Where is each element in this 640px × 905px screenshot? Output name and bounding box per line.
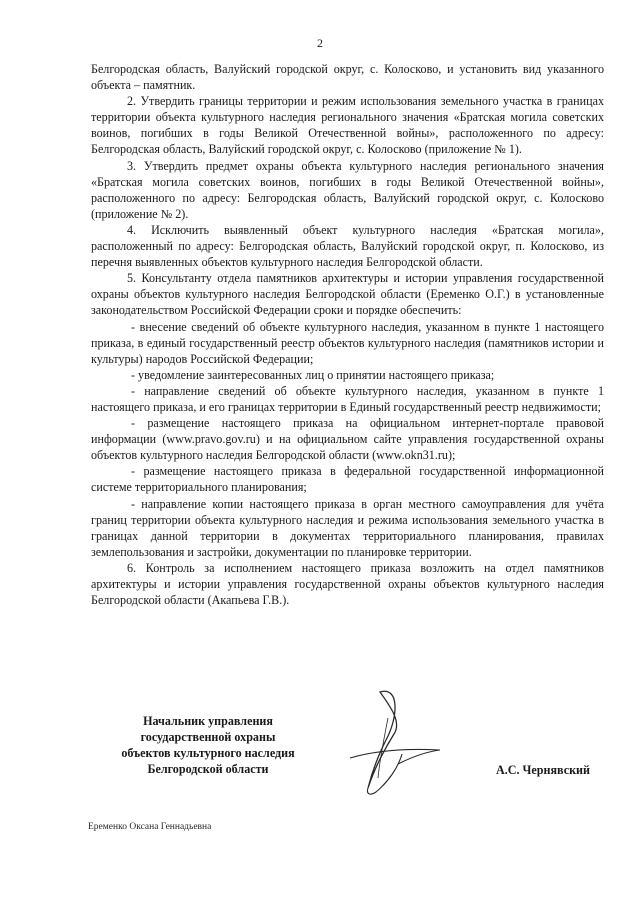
paragraph-item-2: 2. Утвердить границы территории и режим использования земельного участка в границах территории объекта культурного наследия регионального значения «Братская могила советских воинов, погибших в годы Великой Отечественной войны», расположенного по адресу: Белгородская область, Валуйский городской округ, с. Колосково (приложение № 1). bbox=[91, 94, 604, 157]
bullet-registry-entry: - внесение сведений об объекте культурного наследия, указанном в пункте 1 настоящего приказа, в единый государственный реестр объектов культурного наследия (памятников истории и культуры) народов Российской Федерации; bbox=[91, 319, 604, 366]
paragraph-item-6: 6. Контроль за исполнением настоящего приказа возложить на отдел памятников архитектуры и истории управления государственной охраны объектов культурного наследия Белгородской области (Акапьева Г.В.). bbox=[91, 560, 604, 608]
bullet-notification: - уведомление заинтересованных лиц о принятии настоящего приказа; bbox=[131, 367, 495, 382]
signature-stroke bbox=[350, 749, 440, 764]
bullet-real-estate-registry: - направление сведений об объекте культурного наследия, указанном в пункте 1 настоящего приказа, и его границах территории в Единый государственный реестр недвижимости; bbox=[91, 383, 604, 414]
paragraph-item-3: 3. Утвердить предмет охраны объекта культурного наследия регионального значения «Братская могила советских воинов, погибших в годы Великой Отечественной войны», расположенного по адресу: Белгородская область, Валуйский городской округ, с. Колосково (приложение № 2). bbox=[91, 158, 604, 221]
bullet-publication: - размещение настоящего приказа на официальном интернет-портале правовой информации (www.pravo.gov.ru) и на официальном сайте управления государственной охраны объектов культурного наследия Белгородской области (www.okn31.ru); bbox=[91, 416, 604, 463]
page-number: 2 bbox=[317, 36, 323, 50]
paragraph-item-5: 5. Консультанту отдела памятников архитектуры и истории управления государственной охраны объектов культурного наследия Белгородской области (Еременко О.Г.) в установленные законодательством Российской Федерации сроки и порядке обеспечить: bbox=[91, 271, 604, 318]
executor-name: Еременко Оксана Геннадьевна bbox=[88, 822, 212, 832]
bullet-fgis-tp: - размещение настоящего приказа в федеральной государственной информационной системе территориального планирования; bbox=[91, 464, 604, 495]
signatory-title bbox=[108, 713, 308, 777]
handwritten-signature bbox=[340, 688, 450, 800]
signer-name: А.С. Чернявский bbox=[496, 763, 590, 777]
order-body bbox=[91, 61, 604, 608]
paragraph-item-4: 4. Исключить выявленный объект культурного наследия «Братская могила», расположенный по адресу: Белгородская область, Валуйский городской округ, п. Колосково, из перечня выявленных объектов культурного наследия Белгородской области. bbox=[91, 222, 604, 270]
signatory-title-line: Начальник управления bbox=[143, 714, 273, 728]
signatory-title-line: объектов культурного наследия bbox=[121, 746, 295, 760]
signatory-title-line: Белгородской области bbox=[147, 762, 269, 776]
signatory-title-line: государственной охраны bbox=[140, 730, 276, 744]
bullet-local-government: - направление копии настоящего приказа в орган местного самоуправления для учёта границ территории объекта культурного наследия и режима использования земельного участка в границах данной территории в документах территориального планирования, правилах землепользования и застройки, документации по планировке территории. bbox=[91, 496, 604, 559]
paragraph-continuation: Белгородская область, Валуйский городской округ, с. Колосково, и установить вид указанного объекта – памятник. bbox=[91, 62, 604, 93]
